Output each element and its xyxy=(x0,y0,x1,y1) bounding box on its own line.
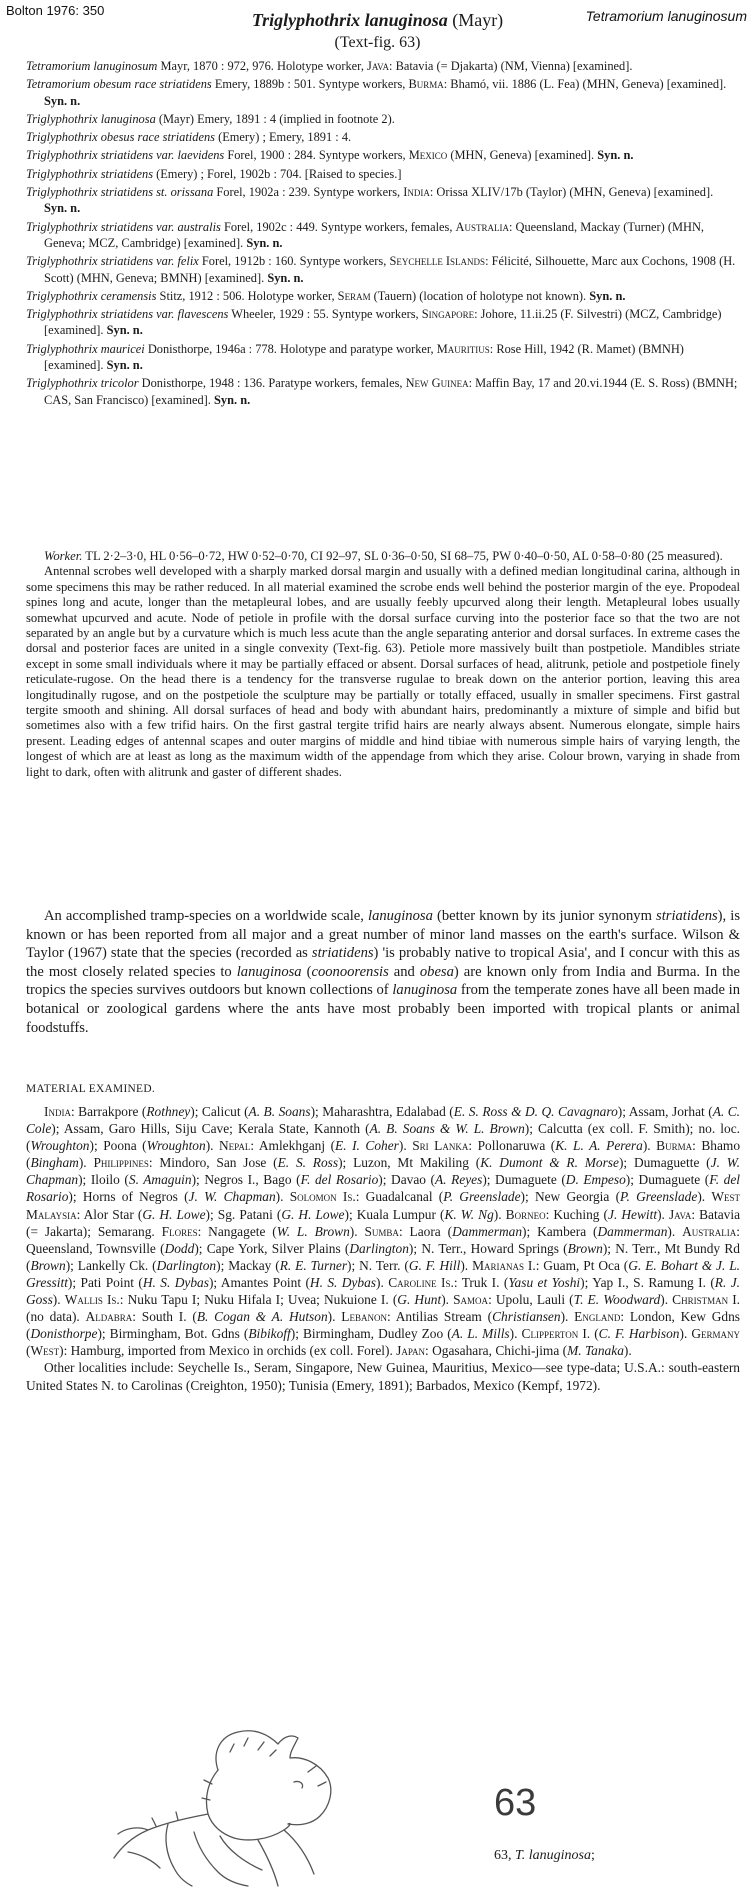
locality-text: : Batavia (= Jakarta); Semarang. xyxy=(26,1206,741,1239)
locality-text: ). xyxy=(460,1257,473,1273)
collector-name: K. W. Ng xyxy=(444,1206,494,1222)
synonymy-part: : Maffin Bay, 17 and 20.vi.1944 (E. S. Ross) (BMNH; CAS, San Francisco) [examined]. xyxy=(44,376,738,407)
collector-name: R. E. Turner xyxy=(279,1257,348,1273)
locality-text: : Guam, Pt Oca ( xyxy=(535,1257,629,1273)
collector-name: E. S. Ross & D. Q. Cavagnaro xyxy=(453,1104,618,1119)
country-name: Germany (West) xyxy=(26,1326,741,1359)
synonymy-part: Mayr, 1870 : 972, 976. Holotype worker, xyxy=(157,59,368,73)
collector-name: H. S. Dybas xyxy=(309,1274,376,1290)
collector-name: Bibikoff xyxy=(248,1326,291,1342)
locality-text: ). xyxy=(679,1326,692,1342)
type-locality-country: Australia xyxy=(455,219,509,234)
collector-name: Donisthorpe xyxy=(30,1326,98,1342)
locality-text: ); Dumaguete ( xyxy=(625,1172,710,1188)
collector-name: Brown xyxy=(30,1257,66,1273)
synonym-name: Triglyphothrix striatidens var. laevidens xyxy=(26,148,225,163)
ant-petiole-drawing xyxy=(108,1722,368,1888)
synonymy-part: Donisthorpe, 1948 : 136. Paratype workers, females, xyxy=(138,376,406,391)
collector-name: Dodd xyxy=(164,1240,195,1256)
synonymy-part: : Orissa XLIV/17b (Taylor) (MHN, Geneva) [examined]. xyxy=(429,185,714,200)
locality-text: : Hamburg, imported from Mexico in orchids (ex coll. Forel). xyxy=(63,1343,397,1359)
synonymy-entry xyxy=(26,184,738,217)
locality-text: : Bhamo ( xyxy=(26,1138,741,1171)
type-locality-country: New Guinea xyxy=(405,376,469,391)
collector-name: J. Hewitt xyxy=(608,1206,658,1222)
locality-text: ); Kambera ( xyxy=(522,1223,598,1239)
locality-text: : Pollonaruwa ( xyxy=(468,1138,556,1154)
locality-text: ); Iloilo ( xyxy=(78,1172,129,1188)
collector-name: F. del Rosario xyxy=(300,1172,379,1188)
discussion-italic: striatidens xyxy=(311,945,374,962)
locality-text: ); Horns of Negros ( xyxy=(68,1189,189,1205)
synonymy-part: (Mayr) Emery, 1891 : 4 (implied in footnote 2). xyxy=(155,111,395,126)
locality-text: ); Mackay ( xyxy=(216,1257,280,1273)
country-name: Sumba xyxy=(364,1223,399,1239)
country-name: West Malaysia xyxy=(26,1189,740,1222)
collector-name: W. L. Brown xyxy=(276,1223,350,1239)
material-heading: MATERIAL EXAMINED. xyxy=(26,1083,155,1095)
collector-name: K. Dumont & R. Morse xyxy=(480,1155,619,1171)
synonym-name: Triglyphothrix obesus race striatidens xyxy=(26,130,215,145)
synonymy-entry xyxy=(26,147,738,163)
material-list xyxy=(26,1103,740,1359)
locality-text: ). xyxy=(375,1274,389,1290)
discussion-italic: striatidens xyxy=(656,908,718,924)
discussion-italic: lanuginosa xyxy=(368,908,433,924)
country-name: Solomon Is. xyxy=(289,1189,356,1205)
locality-text: ); N. Terr. ( xyxy=(347,1257,409,1273)
locality-text: : South I. ( xyxy=(132,1309,197,1325)
collector-name: Rothney xyxy=(146,1104,191,1119)
locality-text: : Ogasahara, Chichi-jima ( xyxy=(425,1343,568,1359)
syn-nov-label: Syn. n. xyxy=(44,201,81,216)
synonymy-part: (Emery) ; Forel, 1902b : 704. [Raised to species.] xyxy=(153,166,402,181)
collector-name: Christiansen xyxy=(492,1309,561,1325)
country-name: Aldabra xyxy=(85,1309,133,1325)
synonymy-part: : Félicité, Silhouette, Marc aux Cochons, 1908 (H. Scott) (MHN, Geneva; BMNH) [examined]. xyxy=(44,254,736,285)
locality-text: ( xyxy=(590,1326,599,1342)
caption-suffix: ; xyxy=(590,1848,595,1863)
synonymy-part: (Emery) ; Emery, 1891 : 4. xyxy=(214,130,352,145)
synonymy-part: : Rose Hill, 1942 (R. Mamet) (BMNH) [examined]. xyxy=(44,341,684,373)
synonym-name: Triglyphothrix tricolor xyxy=(26,376,139,391)
collector-name: H. S. Dybas xyxy=(142,1274,209,1290)
syn-nov-label: Syn. n. xyxy=(106,358,143,373)
locality-text: ). xyxy=(52,1292,65,1308)
collector-name: S. Amaguin xyxy=(128,1172,192,1188)
discussion-text: ) 'is probably native to tropical Asia', and I concur with this as the most closely related species to xyxy=(26,945,740,980)
collector-name: J. W. Chapman xyxy=(188,1189,276,1205)
synonymy-entry xyxy=(26,341,738,374)
locality-text: ). xyxy=(398,1138,413,1154)
syn-nov-label: Syn. n. xyxy=(214,392,251,407)
locality-text: ); N. Terr., Mt Bundy Rd ( xyxy=(26,1240,740,1273)
locality-text: : Truk I. ( xyxy=(453,1274,509,1290)
locality-text: ). xyxy=(560,1309,575,1325)
collector-name: Wroughton xyxy=(146,1138,206,1154)
synonymy-part: Forel, 1900 : 284. Syntype workers, xyxy=(224,148,409,163)
collector-name: P. Greenslade xyxy=(620,1189,698,1205)
figure-caption xyxy=(494,1848,595,1864)
locality-text: ); Yap I., S. Ramung I. ( xyxy=(580,1274,715,1290)
other-localities: Other localities include: Seychelle Is., Seram, Singapore, New Guinea, Mauritius, Mexico—see type-data; U.S.A.: south-eastern United States N. to Carolinas (Creighton, 1950); Tunisia (Emery, 1891); Barbados, Mexico (Kempf, 1972). xyxy=(26,1360,740,1393)
country-name: Japan xyxy=(396,1343,426,1359)
title-author: (Mayr) xyxy=(452,10,504,30)
locality-text: ); Negros I., Bago ( xyxy=(191,1172,301,1188)
collector-name: M. Tanaka xyxy=(567,1343,624,1359)
country-name: Marianas I. xyxy=(472,1257,536,1273)
material-examined xyxy=(26,1103,740,1394)
synonymy-entry xyxy=(26,306,738,339)
collector-name: A. L. Mills xyxy=(451,1326,510,1342)
type-locality-country: Mexico xyxy=(408,148,448,163)
country-name: Caroline Is. xyxy=(388,1274,454,1290)
country-name: Christman I. xyxy=(672,1292,741,1308)
synonym-name: Triglyphothrix striatidens var. felix xyxy=(26,254,199,269)
worker-measurements: TL 2·2–3·0, HL 0·56–0·72, HW 0·52–0·70, CI 92–97, SL 0·36–0·50, SI 68–75, PW 0·40–0·50, AL 0·58–0·80 (25 measured). xyxy=(82,549,723,563)
country-name: Flores xyxy=(161,1223,198,1239)
collector-name: Yasu et Yoshi xyxy=(508,1274,581,1290)
synonymy-entry xyxy=(26,111,738,127)
species-note: Tetramorium lanuginosum xyxy=(585,8,747,24)
worker-description xyxy=(26,549,740,780)
discussion-text: ) are known only from India and Burma. In the tropics the species survives outdoors but known collections of xyxy=(26,963,740,999)
country-name: Philippines xyxy=(93,1155,149,1171)
synonymy-entry xyxy=(26,76,738,109)
locality-text: : Upolu, Lauli ( xyxy=(488,1292,574,1308)
collector-name: G. F. Hill xyxy=(408,1257,461,1273)
country-name: Wallis Is. xyxy=(64,1292,120,1308)
type-locality-country: Mauritius xyxy=(436,341,490,356)
synonymy-entry xyxy=(26,219,738,252)
syn-nov-label: Syn. n. xyxy=(246,235,283,250)
locality-text: ). xyxy=(509,1326,522,1342)
discussion-italic: lanuginosa xyxy=(392,982,458,999)
country-name: Borneo xyxy=(505,1206,546,1222)
collector-name: Wroughton xyxy=(30,1138,90,1154)
locality-text: ); Calcutta (ex coll. F. Smith); no. loc. ( xyxy=(26,1121,740,1154)
discussion-text: ( xyxy=(301,963,312,980)
locality-text: : Amlekhganj ( xyxy=(250,1138,336,1154)
locality-text: ); Davao ( xyxy=(378,1172,435,1188)
country-name: England xyxy=(574,1309,621,1325)
collector-name: E. I. Coher xyxy=(335,1138,399,1154)
locality-text: ); Assam, Garo Hills, Siju Cave; Kerala State, Kannoth ( xyxy=(51,1121,370,1137)
collector-name: Darlington xyxy=(349,1240,409,1256)
country-name: Australia xyxy=(682,1223,737,1239)
country-name: Clipperton I. xyxy=(521,1326,591,1342)
synonymy-part: Emery, 1889b : 501. Syntype workers, xyxy=(211,77,409,92)
locality-text: ). xyxy=(657,1206,669,1222)
caption-prefix: 63, xyxy=(494,1848,515,1863)
locality-text: ); Luzon, Mt Makiling ( xyxy=(338,1155,481,1171)
locality-text: : London, Kew Gdns ( xyxy=(26,1309,741,1342)
locality-text: ). xyxy=(697,1189,712,1205)
synonym-name: Triglyphothrix striatidens var. australis xyxy=(26,219,221,234)
locality-text: ); Maharashtra, Edalabad ( xyxy=(310,1104,454,1119)
collector-name: R. J. Goss xyxy=(26,1274,740,1308)
syn-nov-label: Syn. n. xyxy=(589,288,626,303)
locality-text: : Kuching ( xyxy=(545,1206,609,1222)
locality-text: ). xyxy=(349,1223,365,1239)
description-text: Antennal scrobes well developed with a sharply marked dorsal margin and usually with a defined median longitudinal carina, although in some specimens this may be rather reduced. In all material examined the scrobe ends well behind the posterior margin of the eye. Propodeal spines long and acute, longer than the metapleural lobes, and are usually feebly upcurved along their length. Metapleural lobes usually somewhat upcurved and acute. Node of petiole in profile with the dorsal surface curving into the posterior face so that the two are not separated by an angle but by a curvature which is much less acute than the angle separating anterior and dorsal surfaces. In extreme cases the dorsal and posterior faces are united in a single convexity (Text-fig. 63). Petiole more massively built than postpetiole. Mandibles striate except in some small individuals where it may be partially effaced or absent. Dorsal surfaces of head, alitrunk, petiole and postpetiole finely reticulate-rugose. On the head there is a tendency for the transverse rugulae to break down on the anterior portion, leaving this area longitudinally rugose, and on the postpetiole the sculpture may be partially or totally effaced, usually in smaller specimens. First gastral tergite smooth and shining. All dorsal surfaces of head and body with abundant hairs, predominantly a mixture of simple and bifid but sometimes also with a few trifid hairs. On the first gastral tergite trifid hairs are nearly always absent. Numerous elongate, simple hairs present. Leading edges of antennal scapes and outer margins of middle and hind tibiae with numerous simple hairs of varying length, the longest of which are at least as long as the maximum width of the appendage from which they arise. Colour brown, varying in shade from light to dark, often with alitrunk and gaster of different shades. xyxy=(26,564,740,779)
country-name: Sri Lanka xyxy=(412,1138,469,1154)
collector-name: G. Hunt xyxy=(397,1292,442,1308)
locality-text: : Mindoro, San Jose ( xyxy=(148,1155,278,1171)
synonymy-entry xyxy=(26,375,738,408)
synonymy-entry xyxy=(26,166,738,182)
locality-text: ); New Georgia ( xyxy=(520,1189,621,1205)
synonym-name: Triglyphothrix striatidens st. orissana xyxy=(26,185,214,200)
synonymy-part: Forel, 1912b : 160. Syntype workers, xyxy=(198,254,390,269)
locality-text: ); Dumaguette ( xyxy=(618,1155,711,1171)
discussion-text: (better known by its junior synonym xyxy=(432,908,657,924)
collector-name: A. Reyes xyxy=(435,1172,483,1188)
discussion-text: from the temperate zones have all been made in botanical or zoological gardens where the ants have most probably been imported with tropical plants or animal foodstuffs. xyxy=(26,982,740,1036)
locality-text: ); Poona ( xyxy=(89,1138,147,1154)
collector-name: A. B. Soans & W. L. Brown xyxy=(369,1121,525,1137)
figure-number: 63 xyxy=(494,1782,537,1824)
synonymy-part: : Bhamó, vii. 1886 (L. Fea) (MHN, Geneva) [examined]. xyxy=(443,77,727,92)
locality-text: ); Cape York, Silver Plains ( xyxy=(194,1240,350,1256)
discussion-italic: obesa xyxy=(419,963,454,980)
syn-nov-label: Syn. n. xyxy=(44,93,81,108)
synonymy-part: : Johore, 11.ii.25 (F. Silvestri) (MCZ, Cambridge) [examined]. xyxy=(44,307,722,338)
locality-text: ); Birmingham, Dudley Zoo ( xyxy=(290,1326,452,1342)
locality-text: ). xyxy=(660,1292,673,1308)
locality-text: ). xyxy=(275,1189,290,1205)
synonymy-part: Forel, 1902a : 239. Syntype workers, xyxy=(213,185,404,200)
collector-name: Darlington xyxy=(156,1257,217,1273)
synonymy-entry xyxy=(26,253,738,286)
collector-name: Dammerman xyxy=(597,1223,668,1239)
locality-text: ); Dumaguete ( xyxy=(482,1172,566,1188)
country-name: Java xyxy=(668,1206,692,1222)
locality-text: ); Calicut ( xyxy=(190,1104,249,1119)
locality-text: : Queensland, Townsville ( xyxy=(26,1223,740,1256)
locality-text: ); Pati Point ( xyxy=(67,1274,143,1290)
collector-name: K. L. A. Perera xyxy=(555,1138,643,1154)
locality-text: ). xyxy=(205,1138,220,1154)
country-name: Samoa xyxy=(453,1292,489,1308)
collector-name: C. F. Harbison xyxy=(598,1326,680,1342)
synonymy-part: (MHN, Geneva) [examined]. xyxy=(447,148,595,163)
locality-text: ); Lankelly Ck. ( xyxy=(65,1257,157,1273)
locality-text: ); Kuala Lumpur ( xyxy=(344,1206,445,1222)
type-locality-country: Singapore xyxy=(421,307,475,322)
type-locality-country: Java xyxy=(367,59,390,73)
country-name: India xyxy=(44,1104,71,1119)
locality-text: : Antilias Stream ( xyxy=(386,1309,493,1325)
collector-name: T. E. Woodward xyxy=(573,1292,661,1308)
locality-text: ). xyxy=(327,1309,342,1325)
collector-name: Bingham xyxy=(30,1155,79,1171)
country-name: Lebanon xyxy=(341,1309,387,1325)
type-locality-country: Seram xyxy=(337,288,371,303)
synonymy-part: (Tauern) (location of holotype not known). xyxy=(370,288,587,303)
synonymy-part: Donisthorpe, 1946a : 778. Holotype and paratype worker, xyxy=(144,341,437,356)
title-name: Triglyphothrix lanuginosa xyxy=(251,10,448,30)
synonym-name: Tetramorium lanuginosum xyxy=(26,59,158,73)
synonymy-part: : Queensland, Mackay (Turner) (MHN, Geneva; MCZ, Cambridge) [examined]. xyxy=(44,219,704,250)
collector-name: B. Cogan & A. Hutson xyxy=(196,1309,328,1325)
synonym-name: Tetramorium obesum race striatidens xyxy=(26,77,212,92)
syn-nov-label: Syn. n. xyxy=(106,323,143,338)
synonymy-entry xyxy=(26,288,738,304)
collector-name: D. Empeso xyxy=(565,1172,626,1188)
collector-name: J. W. Chapman xyxy=(26,1155,740,1188)
collector-name: G. E. Bohart & J. L. Gressitt xyxy=(26,1257,741,1290)
locality-text: ). xyxy=(623,1343,632,1359)
type-locality-country: Seychelle Islands xyxy=(389,254,486,269)
locality-text: ); Amantes Point ( xyxy=(208,1274,310,1290)
discussion-text: and xyxy=(388,963,420,980)
locality-text: : Guadalcanal ( xyxy=(355,1189,444,1205)
discussion-italic: coonoorensis xyxy=(311,963,389,980)
locality-text: : Nuku Tapu I; Nuku Hifala I; Uvea; Nukuione I. ( xyxy=(119,1292,398,1308)
locality-text: : Barrakpore ( xyxy=(70,1104,147,1119)
discussion-italic: lanuginosa xyxy=(236,963,302,980)
synonymy-part: : Batavia (= Djakarta) (NM, Vienna) [examined]. xyxy=(389,59,633,73)
locality-text: : Nangagete ( xyxy=(197,1223,277,1239)
collector-name: A. C. Cole xyxy=(26,1104,740,1137)
synonymy-part: Stitz, 1912 : 506. Holotype worker, xyxy=(156,288,338,303)
synonym-name: Triglyphothrix mauricei xyxy=(26,341,145,356)
type-locality-country: India xyxy=(403,185,430,200)
discussion xyxy=(26,907,740,1037)
locality-text: ). xyxy=(441,1292,454,1308)
locality-text: ); Sg. Patani ( xyxy=(205,1206,282,1222)
collector-name: P. Greenslade xyxy=(443,1189,521,1205)
citation-note: Bolton 1976: 350 xyxy=(6,3,105,18)
locality-text: ). xyxy=(493,1206,506,1222)
locality-text: ); Birmingham, Bot. Gdns ( xyxy=(97,1326,249,1342)
collector-name: A. B. Soans xyxy=(248,1104,311,1119)
collector-name: Dammerman xyxy=(452,1223,523,1239)
synonymy-part: Forel, 1902c : 449. Syntype workers, females, xyxy=(220,219,456,234)
locality-text: ); Assam, Jorhat ( xyxy=(617,1104,713,1119)
synonymy-entry xyxy=(26,58,738,74)
synonym-name: Triglyphothrix striatidens var. flavescens xyxy=(26,307,229,322)
collector-name: E. S. Ross xyxy=(277,1155,339,1171)
type-locality-country: Burma xyxy=(408,77,444,92)
synonymy-part: Wheeler, 1929 : 55. Syntype workers, xyxy=(228,307,422,322)
locality-text: ). xyxy=(667,1223,683,1239)
country-name: Nepal xyxy=(219,1138,251,1154)
worker-label: Worker. xyxy=(44,549,83,563)
locality-text: : Laora ( xyxy=(398,1223,453,1239)
locality-text: ). xyxy=(642,1138,657,1154)
locality-text: : Alor Star ( xyxy=(76,1206,143,1222)
caption-species: T. lanuginosa xyxy=(515,1848,591,1863)
discussion-text: An accomplished tramp-species on a worldwide scale, xyxy=(44,908,369,924)
collector-name: F. del Rosario xyxy=(26,1172,740,1205)
syn-nov-label: Syn. n. xyxy=(267,270,304,285)
synonymy-entry xyxy=(26,129,738,145)
locality-text: (no data). xyxy=(26,1309,86,1325)
synonym-name: Triglyphothrix lanuginosa xyxy=(26,111,156,126)
synonym-name: Triglyphothrix striatidens xyxy=(26,166,154,181)
locality-text: ); N. Terr., Howard Springs ( xyxy=(408,1240,568,1256)
locality-text: ). xyxy=(78,1155,94,1171)
collector-name: G. H. Lowe xyxy=(281,1206,345,1222)
synonymy-list xyxy=(26,58,738,410)
syn-nov-label: Syn. n. xyxy=(597,148,634,163)
synonym-name: Triglyphothrix ceramensis xyxy=(26,288,157,303)
country-name: Burma xyxy=(656,1138,693,1154)
collector-name: Brown xyxy=(567,1240,603,1256)
species-title xyxy=(0,10,755,31)
discussion-text: ), is known or has been reported from all major and a great number of minor land masses on the earth's surface. Wilson & Taylor (1967) state that the species (recorded as xyxy=(26,908,740,962)
figure-reference: (Text-fig. 63) xyxy=(334,34,421,51)
collector-name: G. H. Lowe xyxy=(142,1206,206,1222)
